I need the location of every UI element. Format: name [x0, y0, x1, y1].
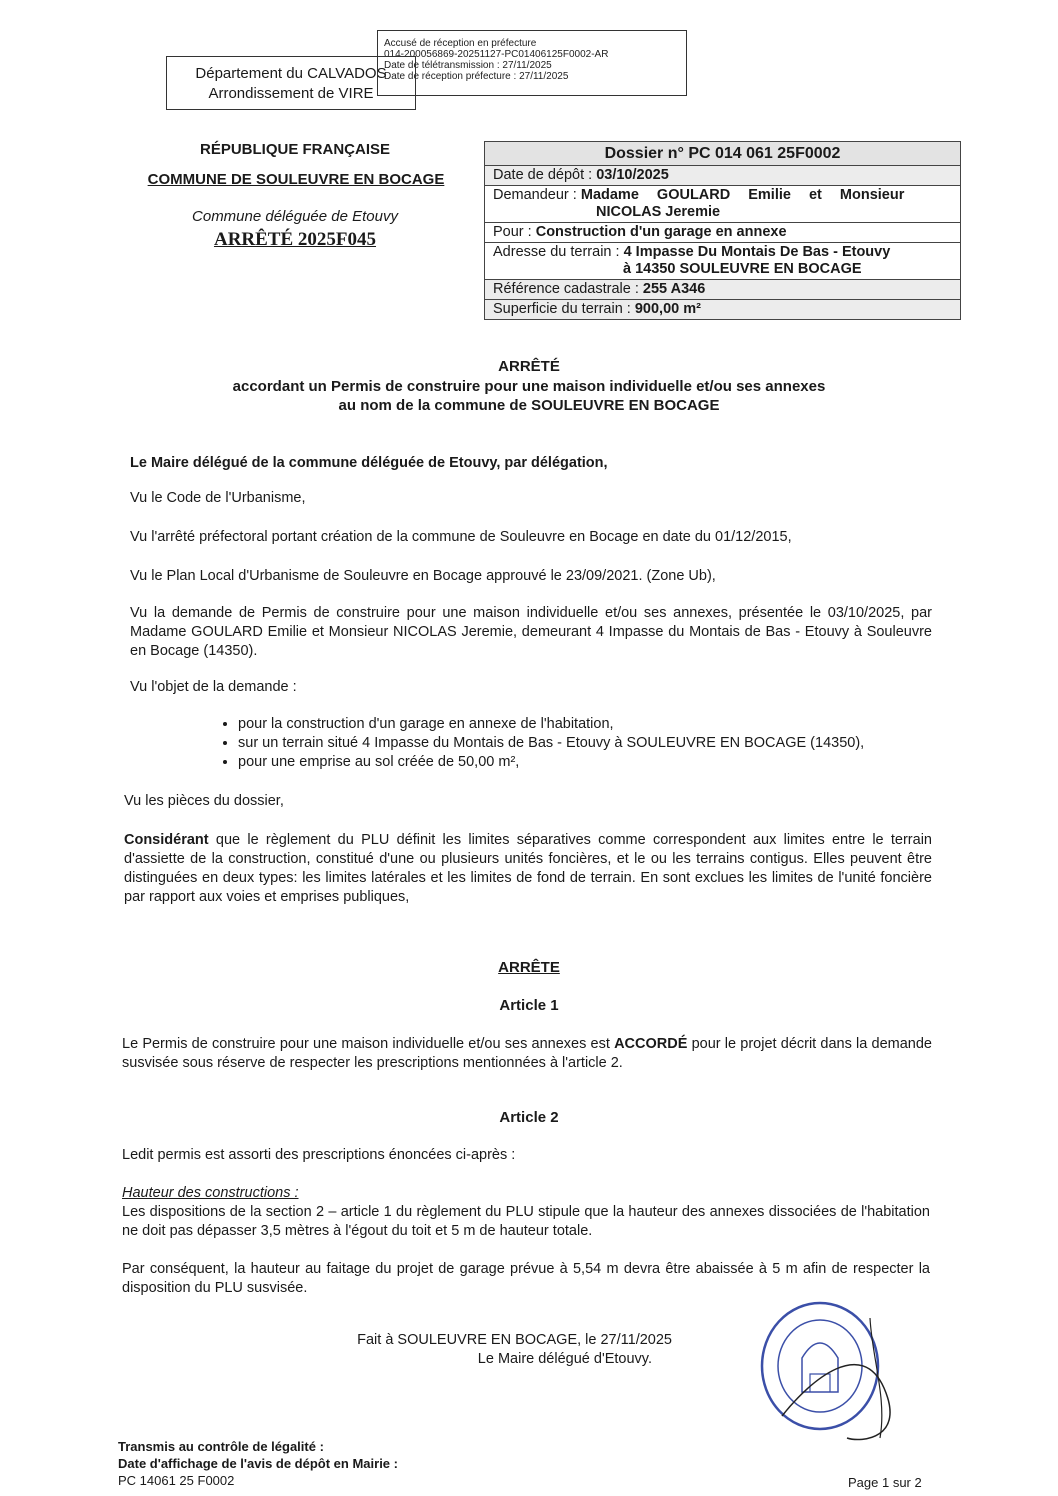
transmis-line: Transmis au contrôle de légalité :	[118, 1439, 324, 1454]
dossier-adresse	[485, 243, 961, 280]
list-item: • sur un terrain situé 4 Impasse du Montais de Bas - Etouvy à SOULEUVRE EN BOCAGE (14350),	[238, 734, 978, 753]
label: Demandeur :	[493, 187, 581, 203]
dossier-superficie	[485, 300, 961, 320]
article-2-intro: Ledit permis est assorti des prescriptions énoncées ci-après :	[122, 1147, 516, 1163]
considerant-text: que le règlement du PLU définit les limites séparatives comme correspondent aux limites entre le terrain d'assiette de la construction, constitué d'une ou plusieurs unités foncières, et le ou les terrains contigus. Elles peuvent être distinguées en deux types: les limites latérales et les limites de fond de terrain. En sont exclues les limites de l'unité foncière par rapport aux voies et emprises publiques,	[124, 832, 932, 905]
vu-objet: Vu l'objet de la demande :	[130, 679, 297, 695]
vu-arrete-prefectoral: Vu l'arrêté préfectoral portant création de la commune de Souleuvre en Bocage en date du 01/12/2015,	[130, 529, 792, 545]
reception-stamp	[377, 30, 687, 96]
objet-list	[200, 715, 978, 772]
considerant-bold: Considérant	[124, 832, 209, 848]
stamp-line: 014-200056869-20251127-PC01406125F0002-AR	[384, 49, 609, 60]
list-item: • pour la construction d'un garage en annexe de l'habitation,	[238, 715, 978, 734]
label: Référence cadastrale :	[493, 281, 643, 297]
text: pour le projet décrit dans la demande susvisée sous réserve de respecter les prescriptions mentionnées à l'article 2.	[122, 1036, 932, 1071]
dossier-demandeur	[485, 186, 961, 223]
value: 03/10/2025	[596, 167, 669, 183]
value: 900,00 m²	[634, 301, 701, 317]
arrete-heading: ARRÊTE	[498, 959, 560, 976]
commune-seal	[752, 1298, 902, 1448]
article-2-title: Article 2	[499, 1109, 559, 1126]
label: Superficie du terrain :	[493, 301, 635, 317]
vu-pieces: Vu les pièces du dossier,	[124, 793, 284, 809]
stamp-line: Date de télétransmission : 27/11/2025	[384, 60, 552, 71]
department-box	[166, 56, 416, 110]
pc-number: PC 14061 25 F0002	[118, 1473, 235, 1488]
dossier-reference	[485, 280, 961, 300]
title-line-2: accordant un Permis de construire pour une maison individuelle et/ou ses annexes	[232, 378, 826, 395]
commune-deleguee: Commune déléguée de Etouvy	[192, 208, 398, 225]
maire-signature-title: Le Maire délégué d'Etouvy.	[477, 1351, 652, 1367]
value: Madame GOULARD Emilie et Monsieur	[580, 187, 905, 203]
considerant	[124, 831, 932, 907]
label: Pour :	[493, 224, 536, 240]
affichage-line: Date d'affichage de l'avis de dépôt en Mairie :	[118, 1456, 398, 1471]
republique-heading: RÉPUBLIQUE FRANÇAISE	[199, 141, 390, 158]
commune-heading: COMMUNE DE SOULEUVRE EN BOCAGE	[147, 171, 445, 188]
article-1-text	[122, 1035, 932, 1073]
dossier-pour	[485, 223, 961, 243]
label: Adresse du terrain :	[493, 244, 624, 260]
dossier-table	[484, 141, 961, 320]
article-1-title: Article 1	[499, 997, 559, 1014]
value: 255 A346	[642, 281, 706, 297]
department-line: Département du CALVADOS	[195, 65, 387, 82]
value: 4 Impasse Du Montais De Bas - Etouvy	[623, 244, 891, 260]
label: Date de dépôt :	[493, 167, 597, 183]
vu-plu: Vu le Plan Local d'Urbanisme de Souleuvre en Bocage approuvé le 23/09/2021. (Zone Ub),	[130, 568, 716, 584]
footer	[118, 1438, 398, 1489]
stamp-line: Date de réception préfecture : 27/11/2025	[384, 71, 569, 82]
dossier-depot	[485, 166, 961, 186]
title-arrete: ARRÊTÉ	[498, 358, 560, 375]
stamp-line: Accusé de réception en préfecture	[384, 38, 537, 49]
fait-a: Fait à SOULEUVRE EN BOCAGE, le 27/11/2025	[357, 1332, 672, 1348]
arrondissement-line: Arrondissement de VIRE	[208, 85, 374, 102]
dossier-title: Dossier n° PC 014 061 25F0002	[485, 142, 961, 166]
accorde: ACCORDÉ	[614, 1036, 688, 1052]
vu-code: Vu le Code de l'Urbanisme,	[130, 490, 306, 506]
value: NICOLAS Jeremie	[596, 204, 721, 220]
consequent-text: Par conséquent, la hauteur au faitage du projet de garage prévue à 5,54 m devra être abaissée à 5 m afin de respecter la disposition du PLU susvisée.	[122, 1261, 930, 1296]
vu-demande: Vu la demande de Permis de construire pour une maison individuelle et/ou ses annexes, présentée le 03/10/2025, par Madame GOULARD Emilie et Monsieur NICOLAS Jeremie, demeurant 4 Impasse du Montais de Bas - Etouvy à Souleuvre en Bocage (14350).	[130, 605, 932, 659]
arrete-number: ARRÊTÉ 2025F045	[213, 229, 377, 250]
hauteur-text: Les dispositions de la section 2 – article 1 du règlement du PLU stipule que la hauteur des annexes dissociées de l'habitation ne doit pas dépasser 3,5 mètres à l'égout du toit et 5 m de hauteur totale.	[122, 1204, 930, 1239]
seal-icon	[752, 1298, 902, 1448]
value: à 14350 SOULEUVRE EN BOCAGE	[623, 261, 862, 277]
title-line-3: au nom de la commune de SOULEUVRE EN BOCAGE	[338, 397, 720, 414]
hauteur-title: Hauteur des constructions :	[122, 1185, 299, 1201]
text: Le Permis de construire pour une maison individuelle et/ou ses annexes est	[122, 1036, 615, 1052]
list-item: • pour une emprise au sol créée de 50,00 m²,	[238, 753, 978, 772]
value: Construction d'un garage en annexe	[535, 224, 787, 240]
page-number: Page 1 sur 2	[848, 1475, 922, 1490]
maire-delegue: Le Maire délégué de la commune déléguée de Etouvy, par délégation,	[130, 455, 608, 471]
